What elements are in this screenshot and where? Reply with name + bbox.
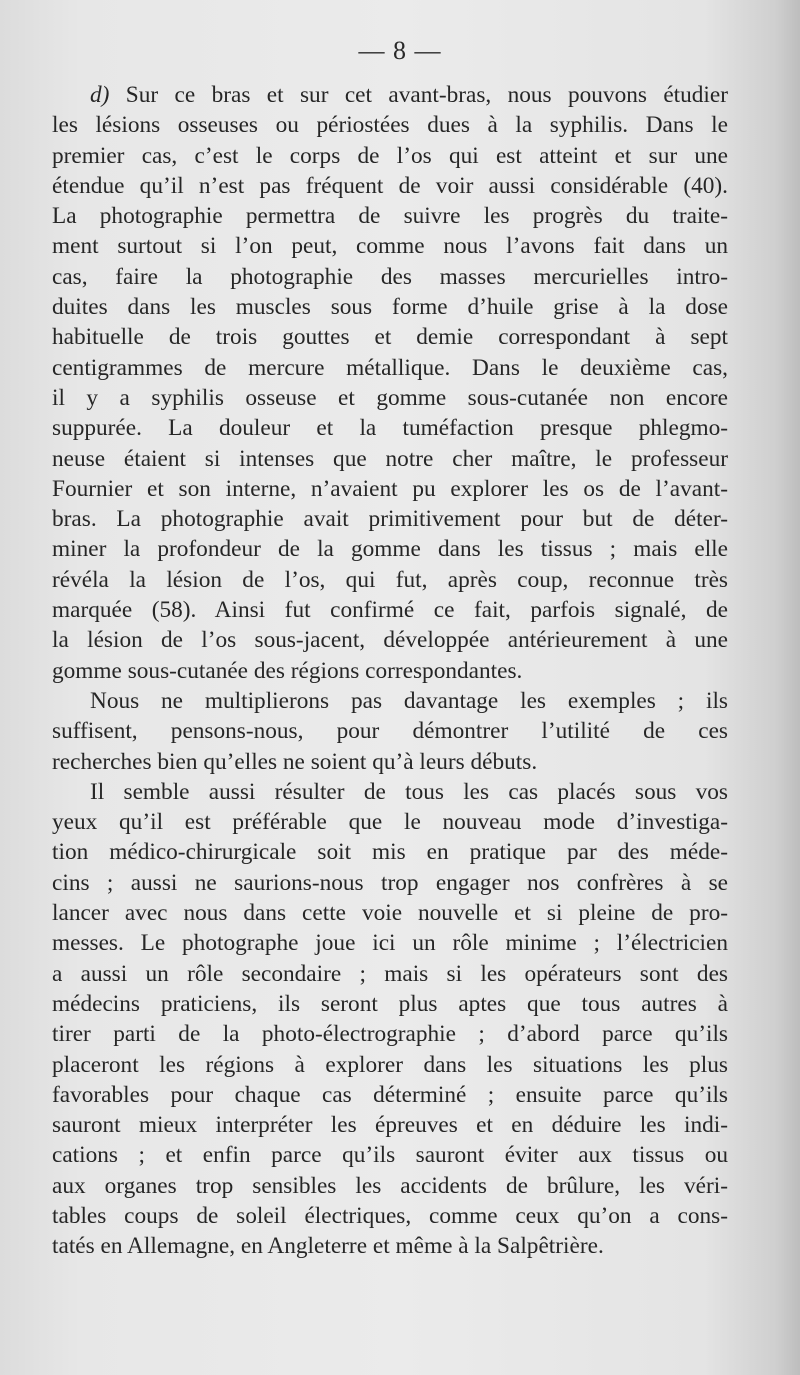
text-line [52, 1201, 728, 1231]
line-text: Il semble aussi résulter de tous les cas placés sous vos [90, 778, 728, 805]
line-text: gomme sous-cutanée des régions correspondantes. [52, 657, 523, 684]
line-text: cas, faire la photographie des masses mercurielles intro- [52, 263, 728, 290]
text-line [52, 565, 728, 595]
line-text: suffisent, pensons-nous, pour démontrer l’utilité de ces [52, 718, 728, 745]
line-text: yeux qu’il est préférable que le nouveau mode d’investiga- [52, 809, 728, 836]
line-text: tirer parti de la photo-électrographie ; d’abord parce qu’ils [52, 1021, 728, 1048]
line-text: étendue qu’il n’est pas fréquent de voir aussi considérable (40). [52, 172, 728, 199]
line-text: miner la profondeur de la gomme dans les tissus ; mais elle [52, 536, 728, 563]
text-line [52, 1140, 728, 1170]
text-line [52, 504, 728, 534]
text-line [52, 413, 728, 443]
line-text: neuse étaient si intenses que notre cher maître, le professeur [52, 445, 728, 472]
line-text: cations ; et enfin parce qu’ils sauront éviter aux tissus ou [52, 1142, 728, 1169]
text-line [52, 777, 728, 807]
text-line [52, 989, 728, 1019]
text-line [52, 322, 728, 352]
text-line [52, 474, 728, 504]
text-line [52, 534, 728, 564]
text-line [52, 625, 728, 655]
line-text: lancer avec nous dans cette voie nouvelle et si pleine de pro- [52, 900, 728, 927]
line-text: centigrammes de mercure métallique. Dans le deuxième cas, [52, 354, 728, 381]
text-line [52, 656, 728, 686]
text-line [52, 747, 728, 777]
text-line [52, 807, 728, 837]
line-text: la lésion de l’os sous-jacent, développée antérieurement à une [52, 627, 728, 654]
line-text: recherches bien qu’elles ne soient qu’à leurs débuts. [52, 748, 538, 775]
line-text: médecins praticiens, ils seront plus aptes que tous autres à [52, 990, 728, 1017]
body-text [52, 80, 728, 1262]
text-line [52, 262, 728, 292]
text-line [52, 292, 728, 322]
line-text: aux organes trop sensibles les accidents de brûlure, les véri- [52, 1172, 728, 1199]
line-text: tatés en Allemagne, en Angleterre et même à la Salpêtrière. [52, 1233, 604, 1260]
line-text: premier cas, c’est le corps de l’os qui est atteint et sur une [52, 142, 728, 169]
line-text: La photographie permettra de suivre les progrès du traite- [52, 203, 728, 230]
line-text: bras. La photographie avait primitivement pour but de déter- [52, 506, 728, 533]
text-line [52, 959, 728, 989]
text-line [52, 383, 728, 413]
line-text: messes. Le photographe joue ici un rôle minime ; l’électricien [52, 930, 728, 957]
text-line [52, 686, 728, 716]
text-line [52, 595, 728, 625]
text-line [52, 928, 728, 958]
text-line [52, 171, 728, 201]
line-text: ment surtout si l’on peut, comme nous l’avons fait dans un [52, 233, 728, 260]
line-text: Fournier et son interne, n’avaient pu explorer les os de l’avant- [52, 475, 728, 502]
text-line [52, 1050, 728, 1080]
text-line [52, 1231, 728, 1261]
section-marker: d) [90, 82, 126, 108]
text-line [52, 110, 728, 140]
line-text: favorables pour chaque cas déterminé ; ensuite parce qu’ils [52, 1081, 728, 1108]
text-line [52, 716, 728, 746]
line-text: Sur ce bras et sur cet avant-bras, nous pouvons étudier [125, 82, 728, 108]
line-text: marquée (58). Ainsi fut confirmé ce fait, parfois signalé, de [52, 597, 728, 624]
text-line [52, 201, 728, 231]
line-text: il y a syphilis osseuse et gomme sous-cutanée non encore [52, 384, 728, 411]
line-text: tables coups de soleil électriques, comme ceux qu’on a cons- [52, 1202, 728, 1229]
line-text: Nous ne multiplierons pas davantage les exemples ; ils [90, 687, 728, 714]
text-line [52, 1019, 728, 1049]
text-line [52, 353, 728, 383]
line-text: suppurée. La douleur et la tuméfaction presque phlegmo- [52, 415, 728, 442]
text-line [52, 1080, 728, 1110]
text-line [52, 1110, 728, 1140]
line-text: a aussi un rôle secondaire ; mais si les opérateurs sont des [52, 960, 728, 987]
line-text: tion médico-chirurgicale soit mis en pratique par des méde- [52, 839, 728, 866]
text-line [52, 898, 728, 928]
line-text: sauront mieux interpréter les épreuves et en déduire les indi- [52, 1112, 728, 1139]
text-line [52, 837, 728, 867]
text-line [52, 868, 728, 898]
text-line [52, 141, 728, 171]
text-line [52, 1171, 728, 1201]
page-number: — 8 — [358, 36, 442, 65]
line-text: placeront les régions à explorer dans les situations les plus [52, 1051, 728, 1078]
line-text: cins ; aussi ne saurions-nous trop engager nos confrères à se [52, 869, 728, 896]
text-line [52, 444, 728, 474]
line-text: révéla la lésion de l’os, qui fut, après coup, reconnue très [52, 566, 728, 593]
line-text: les lésions osseuses ou périostées dues à la syphilis. Dans le [52, 112, 728, 139]
text-line [52, 231, 728, 261]
line-text: habituelle de trois gouttes et demie correspondant à sept [52, 324, 728, 351]
text-line [52, 80, 728, 110]
line-text: duites dans les muscles sous forme d’huile grise à la dose [52, 294, 728, 321]
